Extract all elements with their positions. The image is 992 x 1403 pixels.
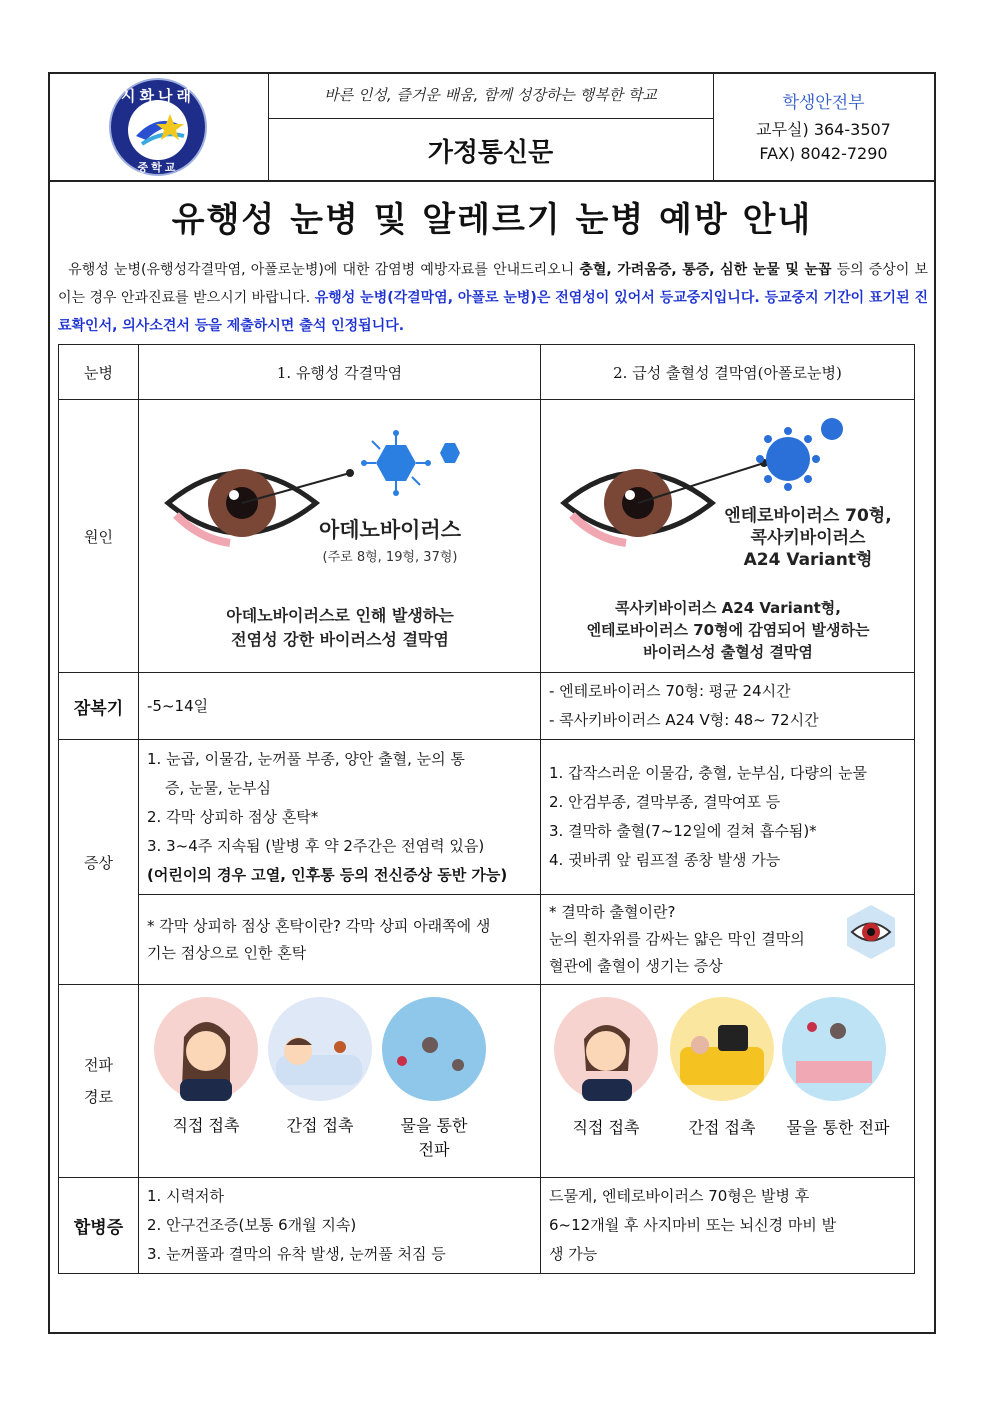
adenovirus-label: 아데노바이러스: [318, 518, 462, 542]
symptoms-cell-2: [541, 740, 915, 895]
virus-icon: [361, 430, 460, 496]
transmission-illustration-2: [542, 987, 914, 1175]
cause1-caption-1: 아데노바이러스로 인해 발생하는: [226, 606, 454, 625]
transmission2-water: 물을 통한 전파: [786, 1118, 890, 1137]
red-eye-icon: [842, 903, 900, 961]
incubation2-line-1: - 엔테로바이러스 70형: 평균 24시간: [549, 682, 791, 700]
logo-text-bottom: 중학교: [137, 161, 179, 174]
header-divider: [268, 118, 713, 119]
adenovirus-types: (주로 8형, 19형, 37형): [322, 550, 458, 565]
complication2-line-2: 6~12개월 후 사지마비 또는 뇌신경 마비 발: [549, 1216, 837, 1234]
symptom1-line-3: 2. 각막 상피하 점상 혼탁*: [147, 807, 319, 826]
transmission-cell-2: [541, 985, 915, 1178]
incubation-cell-2: [541, 673, 915, 740]
adenovirus-illustration: [140, 403, 540, 669]
newsletter-title: 가정통신문: [427, 138, 554, 168]
fax-number: FAX) 8042-7290: [759, 144, 888, 163]
header-contact: [713, 74, 934, 180]
col-keratoconjunctivitis: 1. 유행성 각결막염: [139, 345, 541, 400]
cause1-caption-2: 전염성 강한 바이러스성 결막염: [231, 630, 449, 649]
row-label-incubation: 잠복기: [59, 673, 139, 740]
cause-row: [59, 400, 915, 673]
direct-contact-icon: [154, 997, 258, 1101]
symptom2-line-3: 3. 결막하 출혈(7~12일에 걸쳐 흡수됨)*: [549, 822, 817, 840]
complication1-line-2: 2. 안구건조증(보통 6개월 지속): [147, 1216, 357, 1234]
enterovirus-label-3: A24 Variant형: [743, 550, 873, 570]
enterovirus-label-2: 콕사키바이러스: [750, 528, 866, 548]
cause-cell-1: [139, 400, 541, 673]
transmission1-indirect: 간접 접촉: [286, 1116, 354, 1135]
note2-line-2: 눈의 흰자위를 감싸는 얇은 막인 결막의: [549, 930, 805, 948]
logo-text-top: 시화나래: [121, 87, 195, 105]
direct-contact-icon: [554, 997, 658, 1101]
note1-line-1: * 각막 상피하 점상 혼탁이란? 각막 상피 아래쪽에 생: [147, 916, 491, 935]
transmission1-water-2: 전파: [418, 1140, 450, 1159]
logo-cell: [50, 74, 269, 180]
symptom2-line-1: 1. 갑작스러운 이물감, 충혈, 눈부심, 다량의 눈물: [549, 764, 868, 782]
incubation-cell-1: -5~14일: [139, 673, 541, 740]
intro-text-1: 유행성 눈병(유행성각결막염, 아폴로눈병)에 대한 감염병 예방자료를 안내드리오니: [68, 262, 580, 278]
note1-line-2: 기는 점상으로 인한 혼탁: [147, 943, 307, 962]
cause-cell-2: [541, 400, 915, 673]
incubation-row: [59, 673, 915, 740]
row-label-symptoms: 증상: [59, 740, 139, 985]
cause2-caption-3: 바이러스성 출혈성 결막염: [643, 643, 813, 661]
intro-symptoms: 충혈, 가려움증, 통증, 심한 눈물 및 눈꼽: [579, 262, 832, 278]
transmission1-water-1: 물을 통한: [400, 1116, 468, 1135]
page-title: 유행성 눈병 및 알레르기 눈병 예방 안내: [171, 200, 813, 240]
incubation2-line-2: - 콕사키바이러스 A24 V형: 48~ 72시간: [549, 711, 819, 729]
complications-cell-1: [139, 1178, 541, 1274]
complications-row: [59, 1178, 915, 1274]
school-logo: [50, 74, 268, 180]
row-label-complications: 합병증: [59, 1178, 139, 1274]
symptoms-cell-1: [139, 740, 541, 895]
table-header-row: [59, 345, 915, 400]
complication2-line-1: 드물게, 엔테로바이러스 70형은 발병 후: [549, 1187, 810, 1205]
note-cell-2: [541, 895, 915, 985]
row-label-transmission: 전파 경로: [59, 985, 139, 1178]
transmission-row: [59, 985, 915, 1178]
indirect-contact-icon: [670, 997, 774, 1101]
header-middle: [268, 74, 714, 180]
school-motto: 바른 인성, 즐거운 배움, 함께 성장하는 행복한 학교: [324, 86, 657, 104]
symptoms-note-row: [59, 895, 915, 985]
col-hemorrhagic-conjunctivitis: 2. 급성 출혈성 결막염(아폴로눈병): [541, 345, 915, 400]
newsletter-frame: [48, 72, 936, 1334]
row-label-cause: 원인: [59, 400, 139, 673]
transmission-illustration-1: [140, 987, 540, 1175]
symptom1-line-4: 3. 3~4주 지속됨 (발병 후 약 2주간은 전염력 있음): [147, 836, 485, 855]
symptom1-line-1: 1. 눈곱, 이물감, 눈꺼풀 부종, 양안 출혈, 눈의 통: [147, 749, 465, 768]
transmission2-indirect: 간접 접촉: [688, 1118, 756, 1137]
intro-notice: 유행성 눈병(각결막염, 아폴로 눈병)은 전염성이 있어서 등교중지입니다. 등교중지 기간이 표기된 진료확인서, 의사소견서 등을 제출하시면 출석 인정됩니다.: [58, 290, 929, 334]
enterovirus-label-1: 엔테로바이러스 70형,: [724, 506, 892, 526]
complications-cell-2: [541, 1178, 915, 1274]
note2-line-3: 혈관에 출혈이 생기는 증상: [549, 957, 723, 975]
water-transmission-icon: [382, 997, 486, 1101]
symptom1-line-5: (어린이의 경우 고열, 인후통 등의 전신증상 동반 가능): [147, 865, 508, 884]
transmission1-direct: 직접 접촉: [172, 1116, 240, 1135]
col-disease: 눈병: [59, 345, 139, 400]
note2-line-1: * 결막하 출혈이란?: [549, 903, 676, 921]
complication2-line-3: 생 가능: [549, 1245, 598, 1263]
complication1-line-3: 3. 눈꺼풀과 결막의 유착 발생, 눈꺼풀 처짐 등: [147, 1245, 446, 1263]
indirect-contact-icon: [268, 997, 372, 1101]
eye-icon: [564, 469, 712, 543]
cause2-caption-2: 엔테로바이러스 70형에 감염되어 발생하는: [586, 621, 870, 639]
symptom1-line-2: 증, 눈물, 눈부심: [165, 778, 272, 797]
intro-text-2: 등의 증상이 보이는 경우 안과진료를 받으시기 바랍니다.: [58, 262, 929, 306]
note-cell-1: [139, 895, 541, 985]
department: 학생안전부: [782, 93, 865, 113]
water-transmission-icon: [782, 997, 886, 1101]
header: [50, 74, 934, 182]
eye-icon: [168, 469, 316, 543]
disease-table: [58, 344, 915, 1274]
transmission2-direct: 직접 접촉: [572, 1118, 640, 1137]
symptoms-row: [59, 740, 915, 895]
transmission-cell-1: [139, 985, 541, 1178]
coronavirus-icon: [756, 418, 843, 491]
symptom2-line-2: 2. 안검부종, 결막부종, 결막여포 등: [549, 793, 781, 811]
complication1-line-1: 1. 시력저하: [147, 1187, 225, 1205]
intro-paragraph: [58, 256, 928, 340]
cause2-caption-1: 콕사키바이러스 A24 Variant형,: [615, 599, 841, 617]
enterovirus-illustration: [542, 403, 914, 669]
office-phone: 교무실) 364-3507: [756, 120, 891, 139]
symptom2-line-4: 4. 귓바퀴 앞 림프절 종창 발생 가능: [549, 851, 781, 869]
